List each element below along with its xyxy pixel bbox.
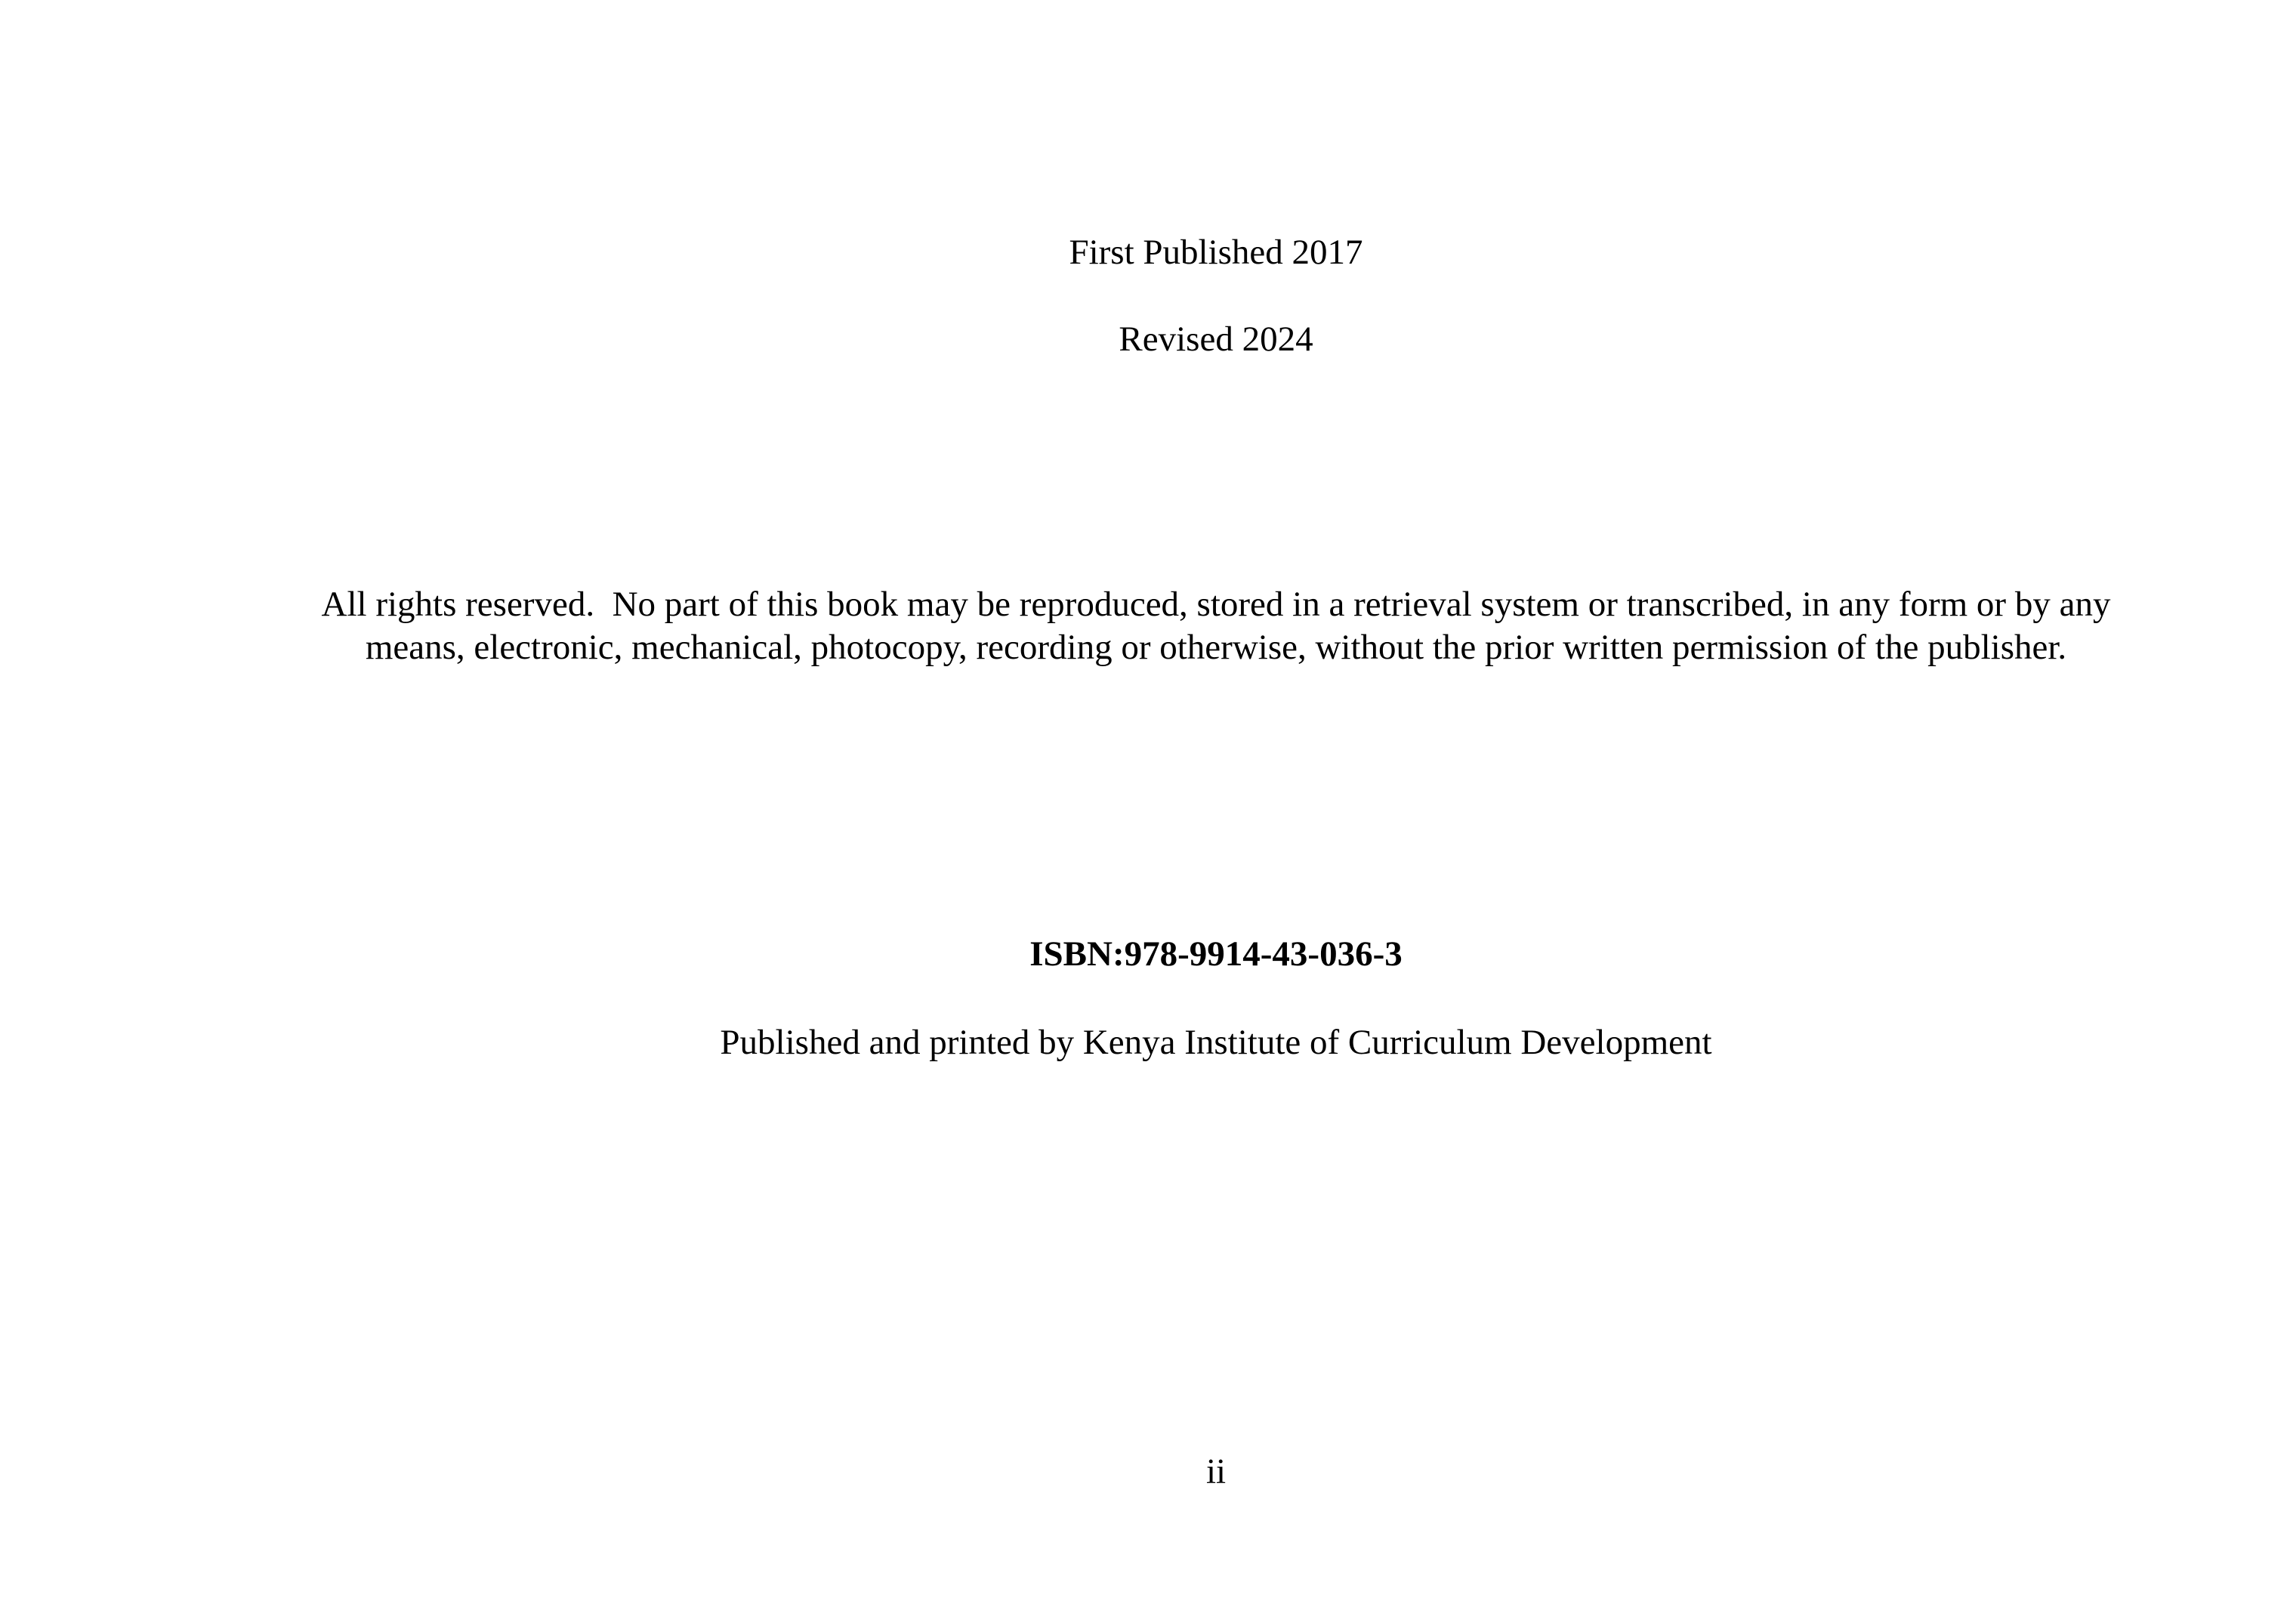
rights-line-2: means, electronic, mechanical, photocopy, recording or otherwise, without the prior written permission of the publisher. — [365, 628, 2067, 667]
first-published-text: First Published 2017 — [1069, 233, 1363, 272]
rights-line-1: All rights reserved. No part of this book may be reproduced, stored in a retrieval system or transcribed, in any form or by any — [321, 585, 2111, 624]
publisher-text: Published and printed by Kenya Institute of Curriculum Development — [720, 1023, 1712, 1062]
page-number: ii — [1205, 1452, 1227, 1491]
revised-text: Revised 2024 — [1119, 320, 1313, 359]
isbn-text: ISBN:978-9914-43-036-3 — [1029, 934, 1403, 974]
